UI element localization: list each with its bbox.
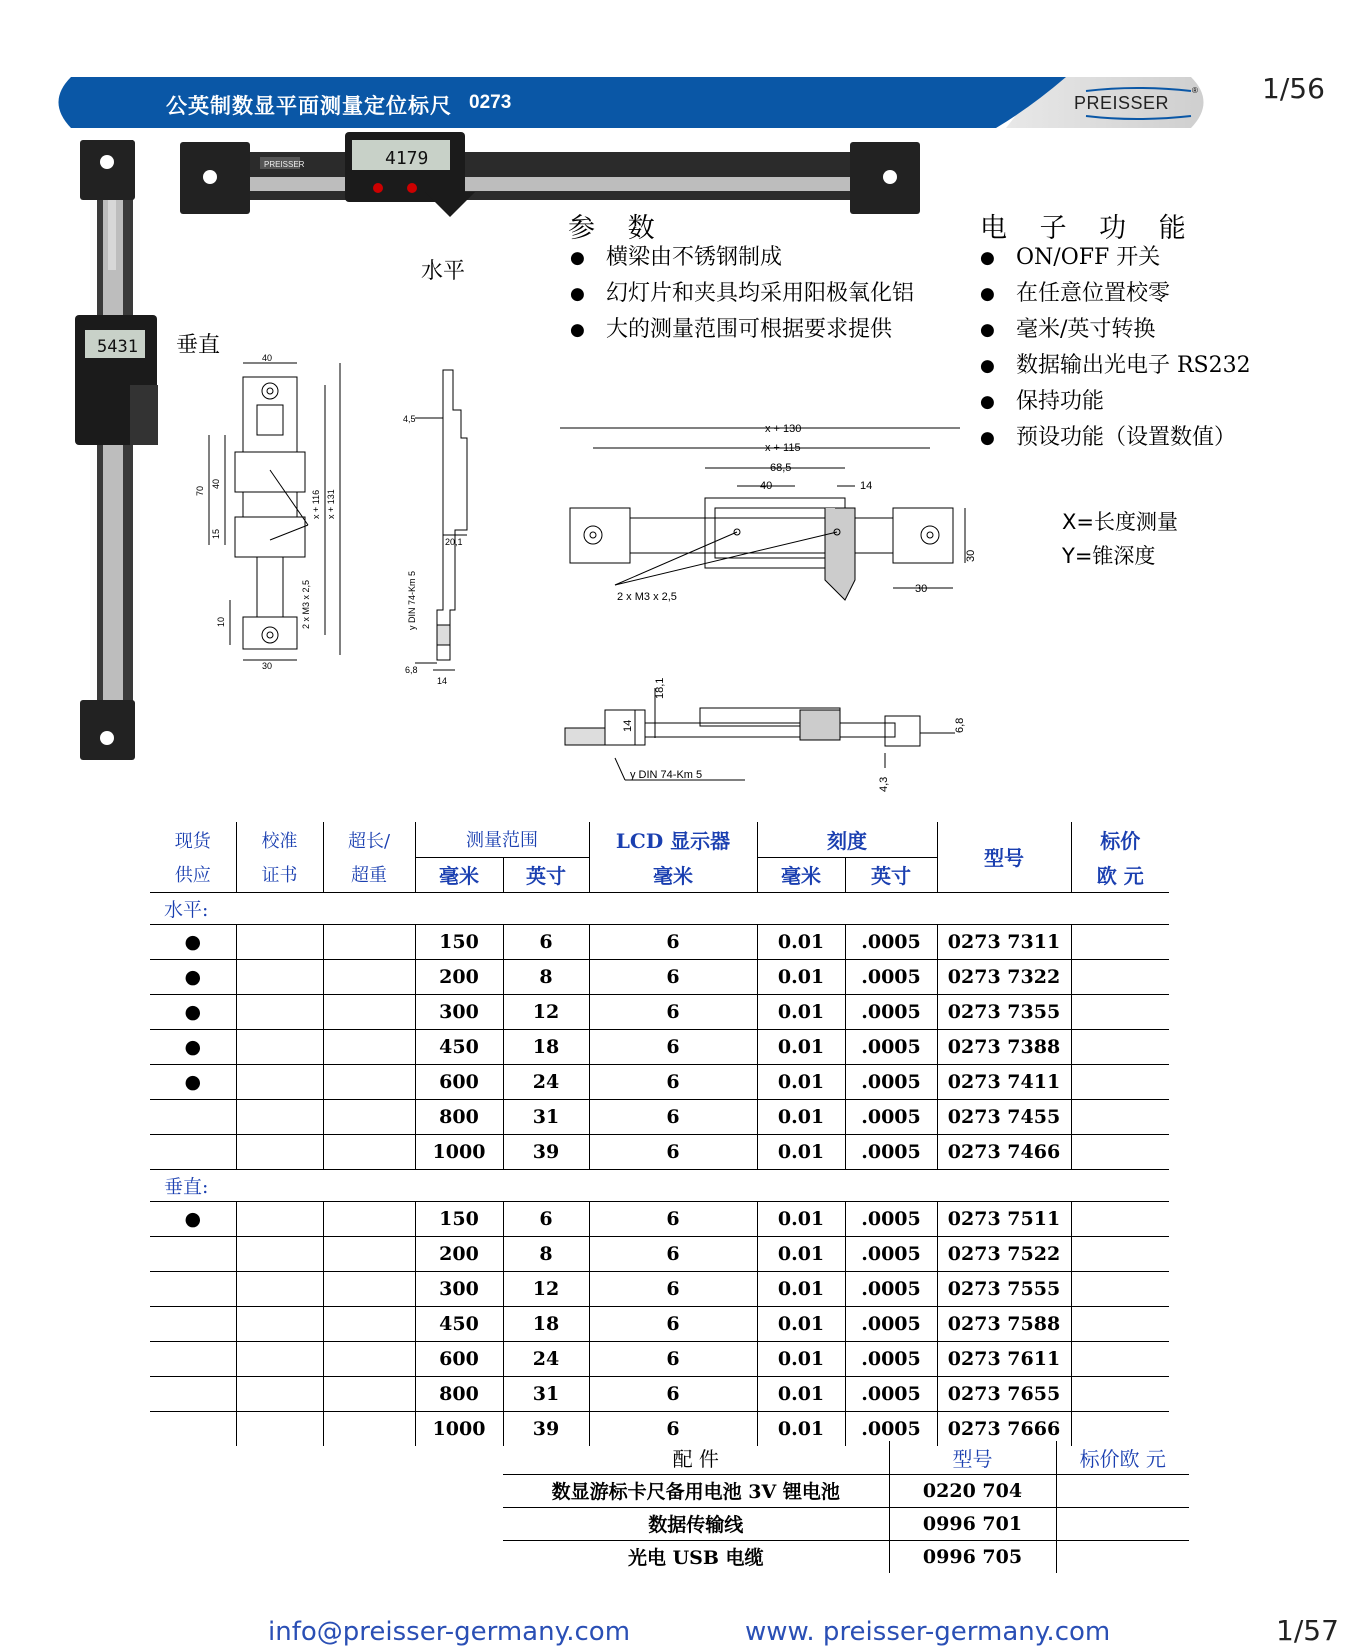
- cell-stock: [150, 1341, 236, 1376]
- vertical-scale-image: [75, 140, 160, 760]
- cell-empty: [1071, 1029, 1169, 1064]
- cell-stock: [150, 1099, 236, 1134]
- cell-res-mm: 0.01: [757, 1271, 845, 1306]
- cell-empty: [236, 1306, 323, 1341]
- cell-empty: [323, 1376, 415, 1411]
- cell-empty: [323, 924, 415, 959]
- cell-lcd: 6: [589, 1411, 757, 1446]
- cell-empty: [1071, 1201, 1169, 1236]
- cell-res-mm: 0.01: [757, 994, 845, 1029]
- cell-stock: [150, 1306, 236, 1341]
- cell-res-mm: 0.01: [757, 1411, 845, 1446]
- cell-stock: ●: [150, 1201, 236, 1236]
- cell-mm: 450: [415, 1306, 503, 1341]
- table-row: [150, 1271, 1169, 1306]
- cell-res-in: .0005: [845, 1029, 937, 1064]
- acc-model: 0220 704: [889, 1474, 1056, 1507]
- dim-front-x116: x + 116: [311, 489, 321, 519]
- profile-drawing: [555, 668, 975, 798]
- dim-front-70: 70: [195, 485, 205, 496]
- cell-empty: [323, 1236, 415, 1271]
- dim-top-40: 40: [760, 480, 773, 492]
- cell-empty: [1071, 1306, 1169, 1341]
- cell-empty: [323, 1134, 415, 1169]
- header-scale-in: 英寸: [845, 857, 937, 892]
- cell-inch: 31: [503, 1099, 589, 1134]
- cell-lcd: 6: [589, 1029, 757, 1064]
- dim-front-40: 40: [262, 353, 273, 363]
- cell-mm: 1000: [415, 1134, 503, 1169]
- brand-logo: [1066, 83, 1216, 123]
- params-item: ● 幻灯片和夹具均采用阳极氧化铝: [570, 276, 914, 312]
- horizontal-scale-image: [180, 132, 920, 222]
- cell-inch: 18: [503, 1306, 589, 1341]
- electronic-item: ● 预设功能（设置数值）: [980, 420, 1251, 456]
- cell-res-mm: 0.01: [757, 1134, 845, 1169]
- cell-inch: 12: [503, 1271, 589, 1306]
- header-oversize-2: 超重: [323, 857, 415, 892]
- cell-res-mm: 0.01: [757, 1201, 845, 1236]
- cell-stock: ●: [150, 959, 236, 994]
- cell-empty: [1071, 1271, 1169, 1306]
- dim-top-x115: x + 115: [765, 442, 801, 454]
- brand-name: PREISSER: [1074, 93, 1170, 113]
- acc-header-price: 标价欧 元: [1056, 1441, 1189, 1474]
- cell-stock: ●: [150, 994, 236, 1029]
- cell-model: 0273 7666: [937, 1411, 1071, 1446]
- electronic-heading: 电 子 功 能: [980, 213, 1198, 244]
- cell-empty: [323, 959, 415, 994]
- cell-res-mm: 0.01: [757, 924, 845, 959]
- dim-front-40v: 40: [211, 478, 221, 489]
- dim-top-685: 68,5: [770, 462, 792, 474]
- cell-empty: [236, 959, 323, 994]
- cell-empty: [323, 1029, 415, 1064]
- vertical-label: 垂直: [176, 333, 221, 358]
- cell-res-in: .0005: [845, 1201, 937, 1236]
- cell-empty: [236, 1201, 323, 1236]
- dim-front-15: 15: [211, 528, 221, 539]
- cell-mm: 800: [415, 1376, 503, 1411]
- cell-lcd: 6: [589, 1341, 757, 1376]
- acc-model: 0996 705: [889, 1540, 1056, 1573]
- dim-top-x130: x + 130: [765, 423, 802, 435]
- header-calib-1: 校准: [236, 822, 323, 857]
- dim-top-m3: 2 x M3 x 2,5: [617, 591, 677, 603]
- table-row: [150, 1341, 1169, 1376]
- acc-model: 0996 701: [889, 1507, 1056, 1540]
- cell-empty: [323, 1099, 415, 1134]
- cell-inch: 12: [503, 994, 589, 1029]
- acc-header-item: 配 件: [672, 1446, 719, 1471]
- cell-res-in: .0005: [845, 1341, 937, 1376]
- cell-empty: [1071, 1376, 1169, 1411]
- top-view-drawing: [555, 420, 975, 630]
- params-item: ● 横梁由不锈钢制成: [570, 240, 914, 276]
- accessories-table: [503, 1441, 1189, 1573]
- dim-side-201: 20,1: [445, 537, 463, 547]
- dim-top-14: 14: [860, 480, 873, 492]
- cell-model: 0273 7311: [937, 924, 1071, 959]
- header-scale: 刻度: [757, 822, 937, 857]
- dim-front-m3: 2 x M3 x 2,5: [301, 579, 311, 629]
- cell-res-in: .0005: [845, 1236, 937, 1271]
- cell-res-mm: 0.01: [757, 1376, 845, 1411]
- cell-empty: [323, 1341, 415, 1376]
- cell-lcd: 6: [589, 1306, 757, 1341]
- cell-lcd: 6: [589, 1064, 757, 1099]
- cell-empty: [236, 994, 323, 1029]
- cell-mm: 450: [415, 1029, 503, 1064]
- acc-item: 数显游标卡尺备用电池 3V 锂电池: [503, 1474, 889, 1507]
- cell-model: 0273 7522: [937, 1236, 1071, 1271]
- table-row: [150, 1201, 1169, 1236]
- dim-front-x131: x + 131: [326, 489, 336, 519]
- cell-inch: 18: [503, 1029, 589, 1064]
- page-title: 公英制数显平面测量定位标尺: [166, 94, 452, 118]
- cell-empty: [323, 1064, 415, 1099]
- acc-item: 数据传输线: [503, 1507, 889, 1540]
- cell-empty: [236, 1271, 323, 1306]
- acc-header-model: 型号: [889, 1441, 1056, 1474]
- header-banner: [46, 77, 1216, 128]
- dim-top-30h: 30: [915, 583, 928, 595]
- header-calib-2: 证书: [236, 857, 323, 892]
- cell-res-mm: 0.01: [757, 1341, 845, 1376]
- header-range: 测量范围: [415, 822, 589, 857]
- footer-website[interactable]: www. preisser-germany.com: [745, 1617, 1111, 1647]
- header-model: 型号: [937, 822, 1071, 892]
- table-row: [150, 1134, 1169, 1169]
- cell-stock: [150, 1376, 236, 1411]
- dim-side-14: 14: [437, 676, 448, 686]
- cell-lcd: 6: [589, 1271, 757, 1306]
- cell-lcd: 6: [589, 1099, 757, 1134]
- dim-top-30v: 30: [965, 549, 977, 562]
- cell-lcd: 6: [589, 1134, 757, 1169]
- cell-res-in: .0005: [845, 1099, 937, 1134]
- table-row: [150, 994, 1169, 1029]
- dim-front-30: 30: [262, 661, 273, 671]
- cell-empty: [236, 1376, 323, 1411]
- cell-res-mm: 0.01: [757, 1099, 845, 1134]
- header-scale-mm: 毫米: [757, 857, 845, 892]
- cell-lcd: 6: [589, 994, 757, 1029]
- cell-model: 0273 7555: [937, 1271, 1071, 1306]
- cell-mm: 200: [415, 959, 503, 994]
- page-number-top: 1/56: [1262, 72, 1325, 105]
- cell-res-mm: 0.01: [757, 1306, 845, 1341]
- cell-empty: [236, 1411, 323, 1446]
- cell-stock: ●: [150, 924, 236, 959]
- cell-res-in: .0005: [845, 1411, 937, 1446]
- cell-model: 0273 7466: [937, 1134, 1071, 1169]
- cell-stock: [150, 1411, 236, 1446]
- footer-email[interactable]: info@preisser-germany.com: [268, 1617, 631, 1647]
- cell-empty: [236, 1341, 323, 1376]
- header-oversize-1: 超长/: [323, 822, 415, 857]
- cell-empty: [323, 1271, 415, 1306]
- header-price-1: 标价: [1071, 822, 1169, 857]
- cell-empty: [236, 1029, 323, 1064]
- cell-model: 0273 7611: [937, 1341, 1071, 1376]
- dim-bottom-din: y DIN 74-Km 5: [630, 769, 703, 781]
- header-range-in: 英寸: [503, 857, 589, 892]
- dim-side-din: y DIN 74-Km 5: [407, 570, 417, 630]
- table-row: [150, 1306, 1169, 1341]
- dim-bottom-68: 6,8: [954, 717, 966, 733]
- cell-model: 0273 7355: [937, 994, 1071, 1029]
- cell-empty: [323, 1306, 415, 1341]
- cell-res-mm: 0.01: [757, 1236, 845, 1271]
- cell-lcd: 6: [589, 1201, 757, 1236]
- cell-model: 0273 7655: [937, 1376, 1071, 1411]
- cell-res-in: .0005: [845, 1271, 937, 1306]
- dim-bottom-14: 14: [622, 719, 634, 732]
- params-list: [570, 240, 914, 348]
- cell-mm: 300: [415, 1271, 503, 1306]
- acc-price: [1056, 1474, 1189, 1507]
- horizontal-label: 水平: [421, 259, 466, 284]
- cell-stock: [150, 1271, 236, 1306]
- table-row: [150, 1376, 1169, 1411]
- cell-empty: [1071, 924, 1169, 959]
- table-row: [150, 1064, 1169, 1099]
- svg-text:PREISSER: PREISSER: [264, 160, 305, 169]
- cell-res-in: .0005: [845, 1064, 937, 1099]
- header-lcd-mm: 毫米: [589, 857, 757, 892]
- table-row: [150, 1029, 1169, 1064]
- cell-model: 0273 7511: [937, 1201, 1071, 1236]
- table-row: [150, 959, 1169, 994]
- cell-res-in: .0005: [845, 959, 937, 994]
- cell-inch: 6: [503, 924, 589, 959]
- params-heading: 参 数: [568, 213, 667, 244]
- cell-empty: [1071, 1134, 1169, 1169]
- cell-empty: [236, 1064, 323, 1099]
- dim-bottom-43: 4,3: [878, 776, 890, 792]
- cell-lcd: 6: [589, 1236, 757, 1271]
- product-code: 0273: [469, 92, 512, 113]
- page-number-bottom: 1/57: [1276, 1614, 1339, 1647]
- dim-bottom-181: 18,1: [654, 677, 666, 699]
- cell-inch: 8: [503, 1236, 589, 1271]
- cell-empty: [1071, 1341, 1169, 1376]
- group-label: 垂直:: [150, 1169, 1169, 1201]
- header-range-mm: 毫米: [415, 857, 503, 892]
- electronic-list: [980, 240, 1251, 456]
- cell-mm: 800: [415, 1099, 503, 1134]
- product-table: [150, 822, 1169, 1446]
- table-row: [150, 1236, 1169, 1271]
- cell-mm: 300: [415, 994, 503, 1029]
- note-x: X=长度测量: [1062, 510, 1178, 534]
- cell-res-mm: 0.01: [757, 1029, 845, 1064]
- cell-empty: [236, 924, 323, 959]
- table-row: [150, 924, 1169, 959]
- cell-stock: ●: [150, 1029, 236, 1064]
- acc-price: [1056, 1507, 1189, 1540]
- cell-res-in: .0005: [845, 924, 937, 959]
- header-stock-1: 现货: [174, 830, 211, 852]
- params-item: ● 大的测量范围可根据要求提供: [570, 312, 914, 348]
- dim-side-68: 6,8: [405, 665, 418, 675]
- cell-stock: [150, 1236, 236, 1271]
- group-label: 水平:: [150, 892, 1169, 924]
- acc-price: [1056, 1540, 1189, 1573]
- cell-res-in: .0005: [845, 1134, 937, 1169]
- vertical-lcd-value: 5431: [97, 337, 138, 357]
- note-y: Y=锥深度: [1062, 544, 1156, 568]
- cell-inch: 24: [503, 1064, 589, 1099]
- header-price-2: 欧 元: [1071, 857, 1169, 892]
- header-stock-2: 供应: [174, 865, 211, 887]
- cell-mm: 1000: [415, 1411, 503, 1446]
- cell-empty: [236, 1134, 323, 1169]
- svg-text:®: ®: [1192, 86, 1198, 95]
- cell-inch: 24: [503, 1341, 589, 1376]
- cell-empty: [236, 1099, 323, 1134]
- side-view-drawing: [395, 370, 485, 700]
- cell-res-mm: 0.01: [757, 1064, 845, 1099]
- cell-res-in: .0005: [845, 1306, 937, 1341]
- cell-model: 0273 7411: [937, 1064, 1071, 1099]
- cell-mm: 150: [415, 1201, 503, 1236]
- cell-model: 0273 7388: [937, 1029, 1071, 1064]
- cell-mm: 200: [415, 1236, 503, 1271]
- table-row: [150, 1099, 1169, 1134]
- electronic-item: ● 数据输出光电子 RS232: [980, 348, 1251, 384]
- cell-empty: [1071, 994, 1169, 1029]
- cell-res-in: .0005: [845, 994, 937, 1029]
- cell-mm: 600: [415, 1064, 503, 1099]
- front-view-drawing: [195, 355, 370, 695]
- cell-inch: 39: [503, 1411, 589, 1446]
- dim-side-45: 4,5: [403, 414, 416, 424]
- header-lcd: LCD 显示器: [589, 822, 757, 857]
- dim-front-10: 10: [216, 616, 226, 627]
- cell-empty: [1071, 959, 1169, 994]
- cell-inch: 6: [503, 1201, 589, 1236]
- cell-inch: 39: [503, 1134, 589, 1169]
- cell-lcd: 6: [589, 1376, 757, 1411]
- cell-mm: 600: [415, 1341, 503, 1376]
- cell-inch: 31: [503, 1376, 589, 1411]
- electronic-item: ● ON/OFF 开关: [980, 240, 1251, 276]
- cell-model: 0273 7588: [937, 1306, 1071, 1341]
- cell-empty: [323, 1201, 415, 1236]
- cell-res-mm: 0.01: [757, 959, 845, 994]
- cell-empty: [323, 1411, 415, 1446]
- cell-inch: 8: [503, 959, 589, 994]
- cell-stock: ●: [150, 1064, 236, 1099]
- cell-empty: [323, 994, 415, 1029]
- electronic-item: ● 毫米/英寸转换: [980, 312, 1251, 348]
- cell-model: 0273 7322: [937, 959, 1071, 994]
- cell-mm: 150: [415, 924, 503, 959]
- horizontal-lcd-value: 4179: [385, 148, 429, 169]
- electronic-item: ● 在任意位置校零: [980, 276, 1251, 312]
- cell-lcd: 6: [589, 959, 757, 994]
- cell-empty: [236, 1236, 323, 1271]
- cell-stock: [150, 1134, 236, 1169]
- cell-res-in: .0005: [845, 1376, 937, 1411]
- cell-model: 0273 7455: [937, 1099, 1071, 1134]
- cell-empty: [1071, 1236, 1169, 1271]
- cell-empty: [1071, 1099, 1169, 1134]
- cell-empty: [1071, 1064, 1169, 1099]
- cell-lcd: 6: [589, 924, 757, 959]
- electronic-item: ● 保持功能: [980, 384, 1251, 420]
- acc-item: 光电 USB 电缆: [503, 1540, 889, 1573]
